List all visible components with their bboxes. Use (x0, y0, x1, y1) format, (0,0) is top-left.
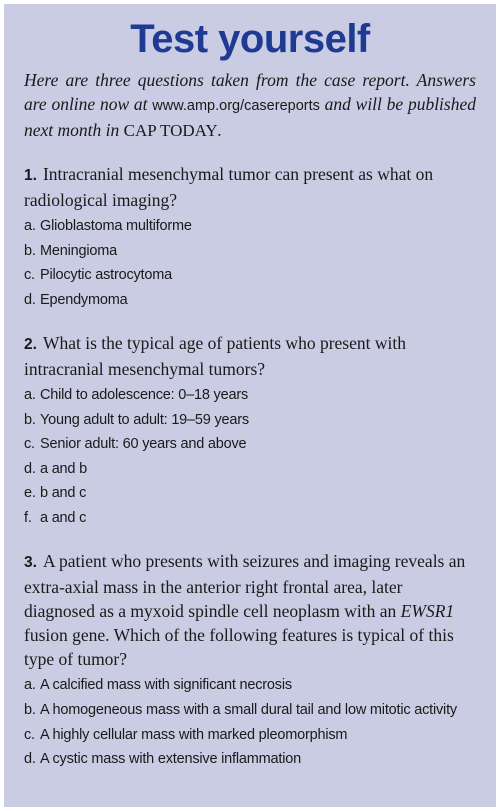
option-letter: d. (24, 291, 36, 308)
cap-today-brand: CAP TODAY (123, 121, 218, 140)
intro-end: . (217, 120, 223, 140)
option-list (24, 214, 476, 312)
option-item (24, 239, 476, 264)
test-yourself-panel (4, 4, 496, 807)
question-1 (24, 162, 476, 312)
page-title: Test yourself (130, 17, 370, 61)
option-item (24, 673, 476, 698)
option-letter: c. (24, 436, 35, 452)
option-item (24, 457, 476, 482)
option-letter: b. (24, 701, 36, 718)
question-text (24, 549, 476, 671)
option-text: Pilocytic astrocytoma (40, 267, 172, 283)
question-body: A patient who presents with seizures and imaging reveals an extra-axial mass in the anterior right frontal area, later diagnosed as a myxoid spindle cell neoplasm with an (24, 551, 466, 621)
option-text: Senior adult: 60 years and above (40, 436, 247, 452)
option-letter: a. (24, 677, 36, 693)
option-item (24, 263, 476, 288)
option-letter: d. (24, 751, 36, 767)
option-letter: b. (24, 411, 36, 428)
option-text: Glioblastoma multiforme (40, 218, 192, 234)
option-letter: a. (24, 387, 36, 403)
option-letter: f. (24, 509, 32, 526)
intro-text-continued: and will be published next month in (24, 94, 476, 140)
option-text: a and b (40, 460, 87, 477)
option-item (24, 408, 476, 433)
question-body: Intracranial mesenchymal tumor can present as what on radiological imaging? (24, 164, 434, 210)
option-letter: e. (24, 485, 36, 501)
option-letter: c. (24, 267, 35, 283)
option-item (24, 698, 476, 723)
option-item (24, 506, 476, 531)
option-list (24, 673, 476, 772)
option-letter: c. (24, 726, 35, 743)
option-item (24, 481, 476, 506)
option-letter: b. (24, 242, 36, 259)
question-3 (24, 549, 476, 772)
gene-name: EWSR1 (400, 601, 455, 621)
option-list (24, 383, 476, 530)
option-item (24, 747, 476, 772)
option-text: Child to adolescence: 0–18 years (40, 387, 249, 403)
option-letter: d. (24, 460, 36, 477)
question-number: 3. (24, 554, 37, 571)
question-2 (24, 331, 476, 530)
option-text: Meningioma (40, 242, 117, 259)
question-number: 1. (24, 167, 37, 184)
option-text: Ependymoma (40, 291, 128, 308)
option-item (24, 383, 476, 408)
option-item (24, 723, 476, 748)
option-text: Young adult to adult: 19–59 years (40, 411, 249, 428)
option-text: b and c (40, 485, 87, 501)
option-text: A calcified mass with significant necrosis (40, 677, 292, 693)
option-item (24, 214, 476, 239)
option-item (24, 432, 476, 457)
option-text: A homogeneous mass with a small dural tail and low mitotic activity (40, 701, 457, 718)
question-number: 2. (24, 336, 37, 353)
question-body-continued: fusion gene. Which of the following features is typical of this type of tumor? (24, 625, 454, 669)
option-item (24, 288, 476, 313)
option-letter: a. (24, 218, 36, 234)
intro-text: Here are three questions taken from the case report. Answers are online now at (24, 70, 476, 114)
question-body: What is the typical age of patients who present with intracranial mesenchymal tumors? (24, 333, 406, 379)
option-text: A highly cellular mass with marked pleomorphism (40, 726, 348, 743)
question-text (24, 162, 476, 212)
question-text (24, 331, 476, 381)
case-reports-link[interactable]: www.amp.org/casereports (152, 98, 320, 114)
intro-paragraph (24, 68, 476, 143)
option-text: A cystic mass with extensive inflammation (40, 751, 301, 767)
option-text: a and c (40, 509, 87, 526)
